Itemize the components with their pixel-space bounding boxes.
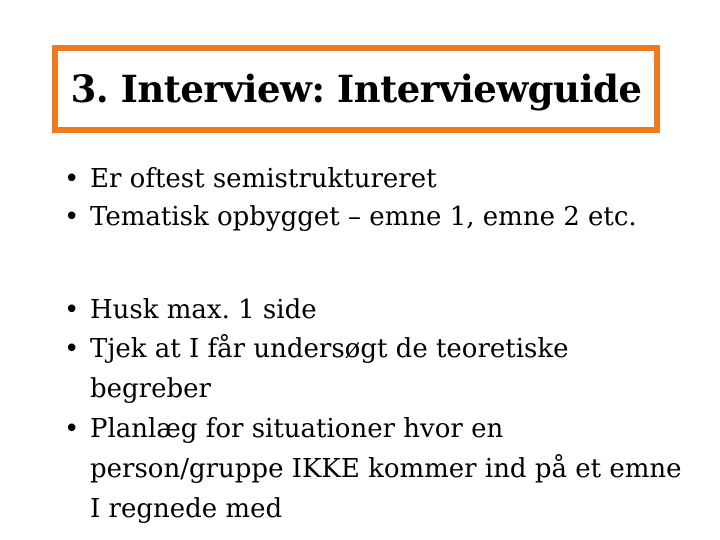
title-box	[52, 45, 660, 133]
bullet-text: Planlæg for situationer hvor en person/gruppe IKKE kommer ind på et emne I regnede med	[90, 414, 682, 524]
bullet-item	[64, 198, 704, 236]
bullet-icon: •	[64, 202, 80, 232]
bullet-list	[64, 160, 704, 529]
bullet-text: Husk max. 1 side	[90, 295, 317, 325]
bullet-text: Tematisk opbygget – emne 1, emne 2 etc.	[90, 202, 637, 232]
bullet-icon: •	[64, 164, 80, 194]
bullet-icon: •	[64, 295, 80, 325]
bullet-item	[64, 329, 610, 409]
bullet-icon: •	[64, 414, 80, 444]
spacer	[64, 236, 704, 291]
slide-title: 3. Interview: Interviewguide	[70, 67, 642, 111]
bullet-item	[64, 160, 704, 198]
bullet-text: Tjek at I får undersøgt de teoretiske begreber	[90, 334, 569, 404]
bullet-text: Er oftest semistruktureret	[90, 164, 437, 194]
bullet-item	[64, 291, 704, 329]
bullet-item	[64, 409, 690, 529]
bullet-icon: •	[64, 334, 80, 364]
